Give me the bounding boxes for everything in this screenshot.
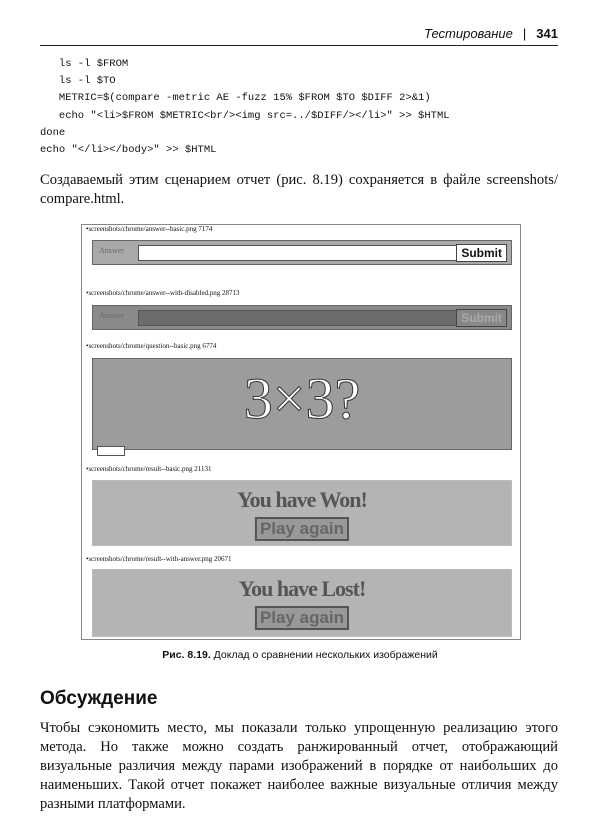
- item-label: • screenshots/chrome/question--basic.png 6774: [86, 342, 216, 350]
- question-screenshot: [92, 358, 512, 450]
- header-rule: [40, 45, 558, 46]
- play-again-button: Play again: [255, 517, 349, 541]
- result-lost-screenshot: [92, 569, 512, 637]
- answer-disabled-screenshot: [92, 305, 512, 330]
- section-heading: Обсуждение: [40, 688, 158, 709]
- item-label: • screenshots/chrome/answer--basic.png 7174: [86, 225, 212, 233]
- small-button: [97, 446, 125, 456]
- paragraph: Создаваемый этим сценарием отчет (рис. 8.19) сохраняется в файле screenshots/ compare.html.: [40, 172, 558, 207]
- answer-screenshot: [92, 240, 512, 265]
- figure-caption: [0, 649, 600, 661]
- answer-input: [138, 245, 458, 261]
- submit-button: Submit: [456, 244, 507, 262]
- code-listing: [40, 56, 450, 159]
- code-line: ls -l $TO: [40, 75, 116, 88]
- item-label: • screenshots/chrome/answer--with-disabled.png 28713: [86, 289, 240, 297]
- answer-input-disabled: [138, 310, 462, 326]
- code-line: METRIC=$(compare -metric AE -fuzz 15% $FROM $TO $DIFF 2>&1): [40, 92, 431, 105]
- item-label: • screenshots/chrome/result--basic.png 21131: [86, 465, 211, 473]
- page-number: 341: [536, 26, 558, 41]
- code-line: echo "</li></body>" >> $HTML: [40, 144, 217, 157]
- submit-button-disabled: Submit: [456, 309, 507, 327]
- running-header: Тестирование | 341: [423, 26, 558, 41]
- section-title: Тестирование: [423, 26, 513, 41]
- result-text: You have Won!: [237, 487, 367, 512]
- question-text: 3×3?: [243, 366, 361, 431]
- code-line: done: [40, 126, 66, 139]
- paragraph: Чтобы сэкономить место, мы показали только упрощенную реализацию этого метода. Но также можно создать ранжированный отчет, отображающий визуальные различия между парами изображений в порядке от наибольших до наименьших. Такой отчет покажет наиболее важные визуальные отличия между разными платформами.: [40, 720, 558, 812]
- field-label: Answer: [99, 311, 124, 320]
- code-line: ls -l $FROM: [40, 58, 129, 70]
- item-label: • screenshots/chrome/result--with-answer.png 20671: [86, 555, 232, 563]
- result-text: You have Lost!: [238, 576, 366, 601]
- field-label: Answer: [99, 246, 124, 255]
- play-again-button: Play again: [255, 606, 349, 630]
- caption-text: Доклад о сравнении нескольких изображений: [210, 649, 438, 661]
- caption-number: Рис. 8.19.: [162, 649, 211, 661]
- code-line: echo "<li>$FROM $METRIC<br/><img src=../$DIFF/></li>" >> $HTML: [40, 109, 450, 122]
- result-won-screenshot: [92, 480, 512, 546]
- figure-report: [81, 224, 521, 640]
